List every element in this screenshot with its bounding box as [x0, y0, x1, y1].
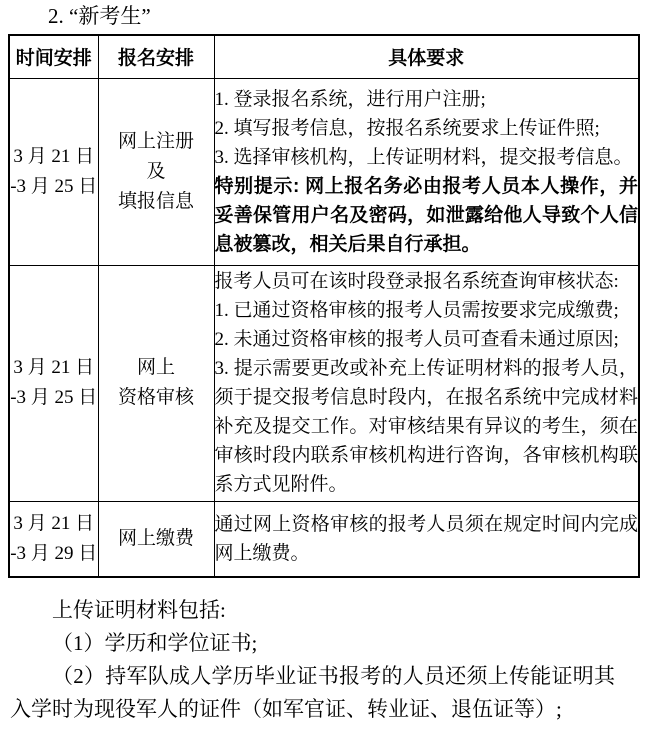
special-note: 特别提示: 网上报名务必由报考人员本人操作，并妥善保管用户名及密码，如泄露给他人导致个人信息被篡改，相关后果自行承担。 — [214, 175, 638, 255]
arrangement-line: 网上 — [136, 357, 175, 378]
table-row-online-payment — [9, 501, 639, 577]
arrangement-cell — [98, 501, 214, 577]
requirement-item: 3. 选择审核机构，上传证明材料，提交报考信息。 — [214, 146, 633, 168]
arrangement-cell — [98, 78, 214, 265]
requirement-text: 通过网上资格审核的报考人员须在规定时间内完成网上缴费。 — [214, 513, 638, 564]
table-row-online-registration — [9, 78, 639, 265]
time-line: -3 月 29 日 — [10, 542, 98, 564]
requirements-cell — [214, 265, 639, 501]
materials-item-2: （2）持军队成人学历毕业证书报考的人员还须上传能证明其入学时为现役军人的证件（如军官证、转业证、退伍证等）; — [10, 664, 615, 721]
time-line: -3 月 25 日 — [10, 387, 98, 408]
table-header-row — [9, 35, 639, 78]
requirements-cell — [214, 501, 639, 577]
certificate-materials-section — [10, 594, 615, 726]
requirement-item: 2. 未通过资格审核的报考人员可查看未通过原因; — [214, 329, 619, 350]
arrangement-cell — [98, 265, 214, 501]
time-line: 3 月 21 日 — [13, 357, 95, 378]
requirement-item: 3. 提示需要更改或补充上传证明材料的报考人员，须于提交报考信息时段内，在报名系统中完成材料补充及提交工作。对审核结果有异议的考生，须在审核时段内联系审核机构进行咨询，各审核机构联系方式见附件。 — [214, 358, 638, 495]
materials-item-1: （1）学历和学位证书; — [52, 631, 258, 655]
requirement-item: 1. 登录报名系统，进行用户注册; — [214, 88, 486, 110]
registration-schedule-table — [8, 34, 640, 578]
requirements-cell — [214, 78, 639, 265]
arrangement-line: 及 — [146, 160, 166, 182]
header-time: 时间安排 — [9, 35, 98, 78]
time-cell — [9, 78, 98, 265]
header-arrangement: 报名安排 — [98, 35, 214, 78]
section-title: 2. “新考生” — [48, 4, 151, 28]
arrangement-line: 网上注册 — [117, 130, 194, 152]
arrangement-line: 填报信息 — [117, 190, 194, 212]
time-cell — [9, 501, 98, 577]
header-requirements: 具体要求 — [214, 35, 639, 78]
table-row-qualification-review — [9, 265, 639, 501]
time-line: -3 月 25 日 — [10, 175, 98, 197]
requirement-item: 1. 已通过资格审核的报考人员需按要求完成缴费; — [214, 300, 619, 321]
time-line: 3 月 21 日 — [13, 145, 95, 167]
arrangement-line: 资格审核 — [117, 387, 194, 408]
arrangement-line: 网上缴费 — [117, 527, 194, 549]
time-cell — [9, 265, 98, 501]
requirement-item: 2. 填写报考信息，按报名系统要求上传证件照; — [214, 117, 600, 139]
materials-intro: 上传证明材料包括: — [52, 598, 226, 622]
requirement-intro: 报考人员可在该时段登录报名系统查询审核状态: — [214, 271, 619, 292]
time-line: 3 月 21 日 — [13, 512, 95, 534]
